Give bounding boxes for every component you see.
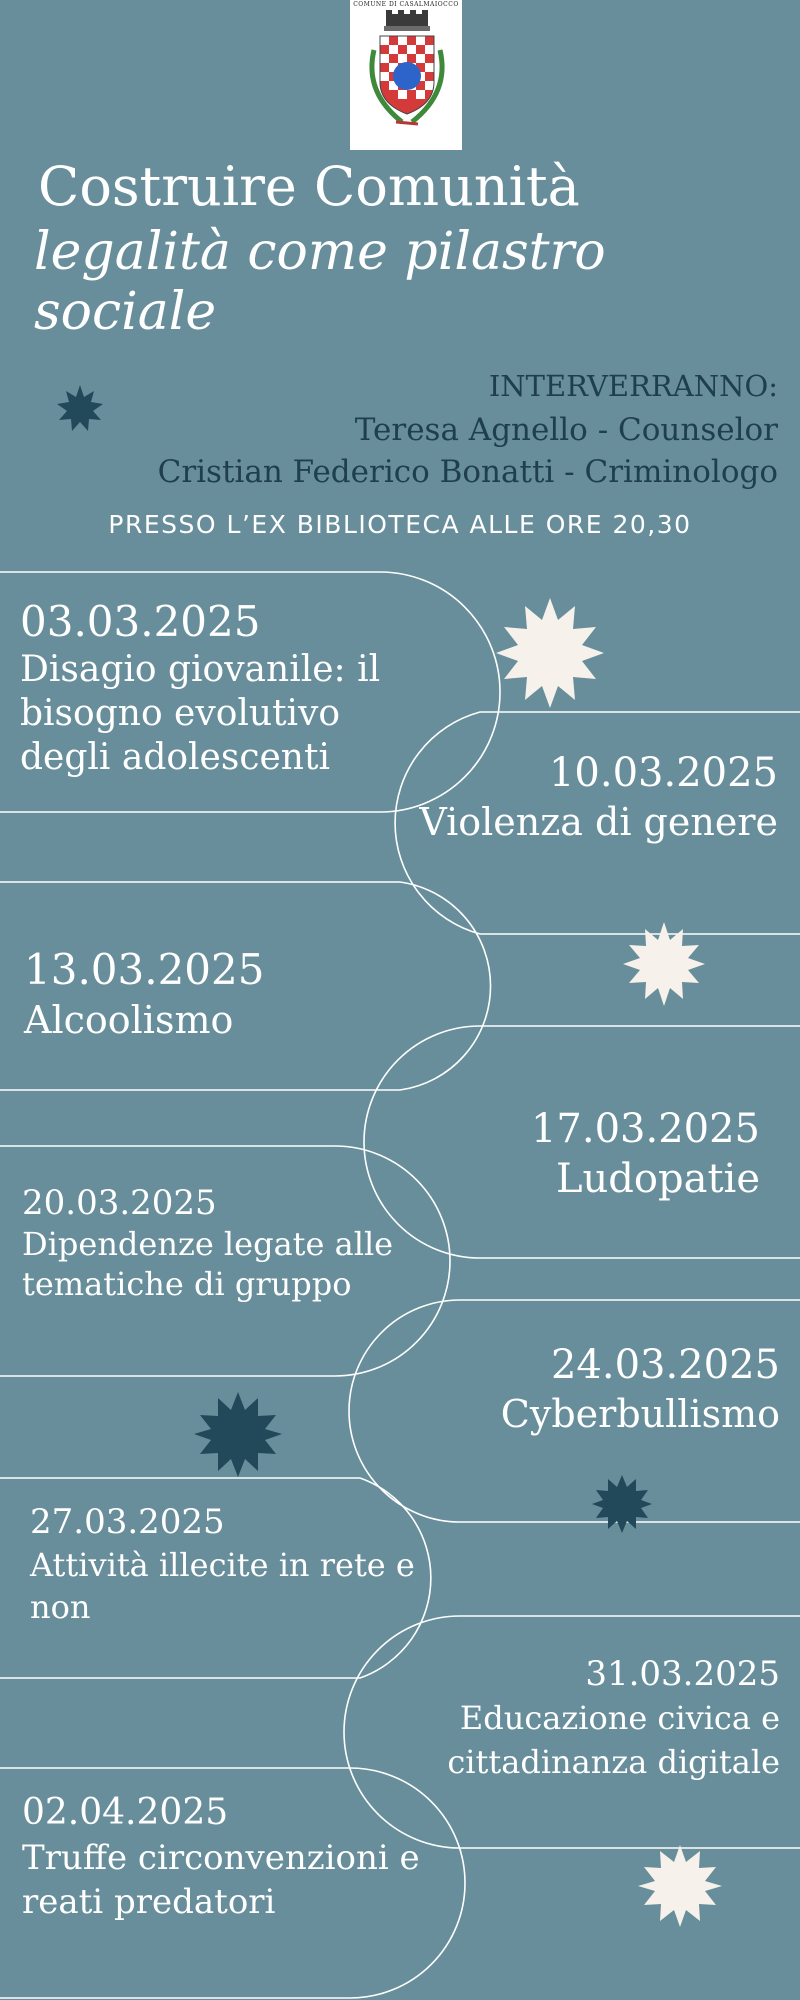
event-date: 31.03.2025 [585, 1654, 780, 1694]
event-item [380, 1652, 780, 1784]
event-topic: Ludopatie [555, 1156, 760, 1202]
event-date: 24.03.2025 [550, 1342, 780, 1388]
star-light-3 [638, 1845, 722, 1927]
event-date: 20.03.2025 [22, 1183, 217, 1223]
star-dark-1 [57, 385, 103, 431]
star-light-1 [496, 598, 604, 708]
venue-time-info: PRESSO L’EX BIBLIOTECA ALLE ORE 20,30 [108, 510, 692, 539]
event-item [22, 1182, 442, 1304]
star-dark-3 [592, 1475, 652, 1533]
star-dark-2 [194, 1392, 282, 1477]
event-topic: Dipendenze legate alle tematiche di gruppo [22, 1225, 394, 1303]
event-date: 17.03.2025 [530, 1106, 760, 1152]
event-date: 02.04.2025 [22, 1792, 229, 1833]
coat-of-arms-icon [350, 0, 462, 150]
event-topic: Alcoolismo [24, 998, 234, 1042]
crest-caption: COMUNE DI CASALMAIOCCO [353, 1, 459, 8]
event-topic: Truffe circonvenzioni e reati predatori [22, 1838, 420, 1922]
event-topic: Attività illecite in rete e non [30, 1546, 415, 1626]
event-date: 13.03.2025 [24, 945, 265, 994]
event-item [22, 1790, 462, 1924]
event-date: 10.03.2025 [548, 750, 778, 796]
event-topic: Disagio giovanile: il bisogno evolutivo degli adolescenti [20, 649, 381, 778]
event-date: 03.03.2025 [20, 597, 261, 646]
page-title: Costruire Comunità [38, 155, 580, 218]
speaker-name: Cristian Federico Bonatti - Criminologo [157, 454, 778, 490]
event-topic: Violenza di genere [419, 800, 778, 844]
speakers-heading: INTERVERRANNO: [488, 369, 778, 403]
event-item [30, 1500, 470, 1628]
event-item [380, 1340, 780, 1438]
municipal-crest [350, 0, 462, 150]
event-topic: Cyberbullismo [500, 1392, 780, 1436]
event-date: 27.03.2025 [30, 1502, 225, 1542]
event-topic: Educazione civica e cittadinanza digitale [447, 1699, 780, 1781]
event-item [400, 1104, 760, 1204]
event-item [338, 748, 778, 846]
event-item [24, 944, 384, 1044]
speaker-name: Teresa Agnello - Counselor [354, 412, 778, 448]
page-subtitle: legalità come pilastro sociale [34, 222, 606, 342]
